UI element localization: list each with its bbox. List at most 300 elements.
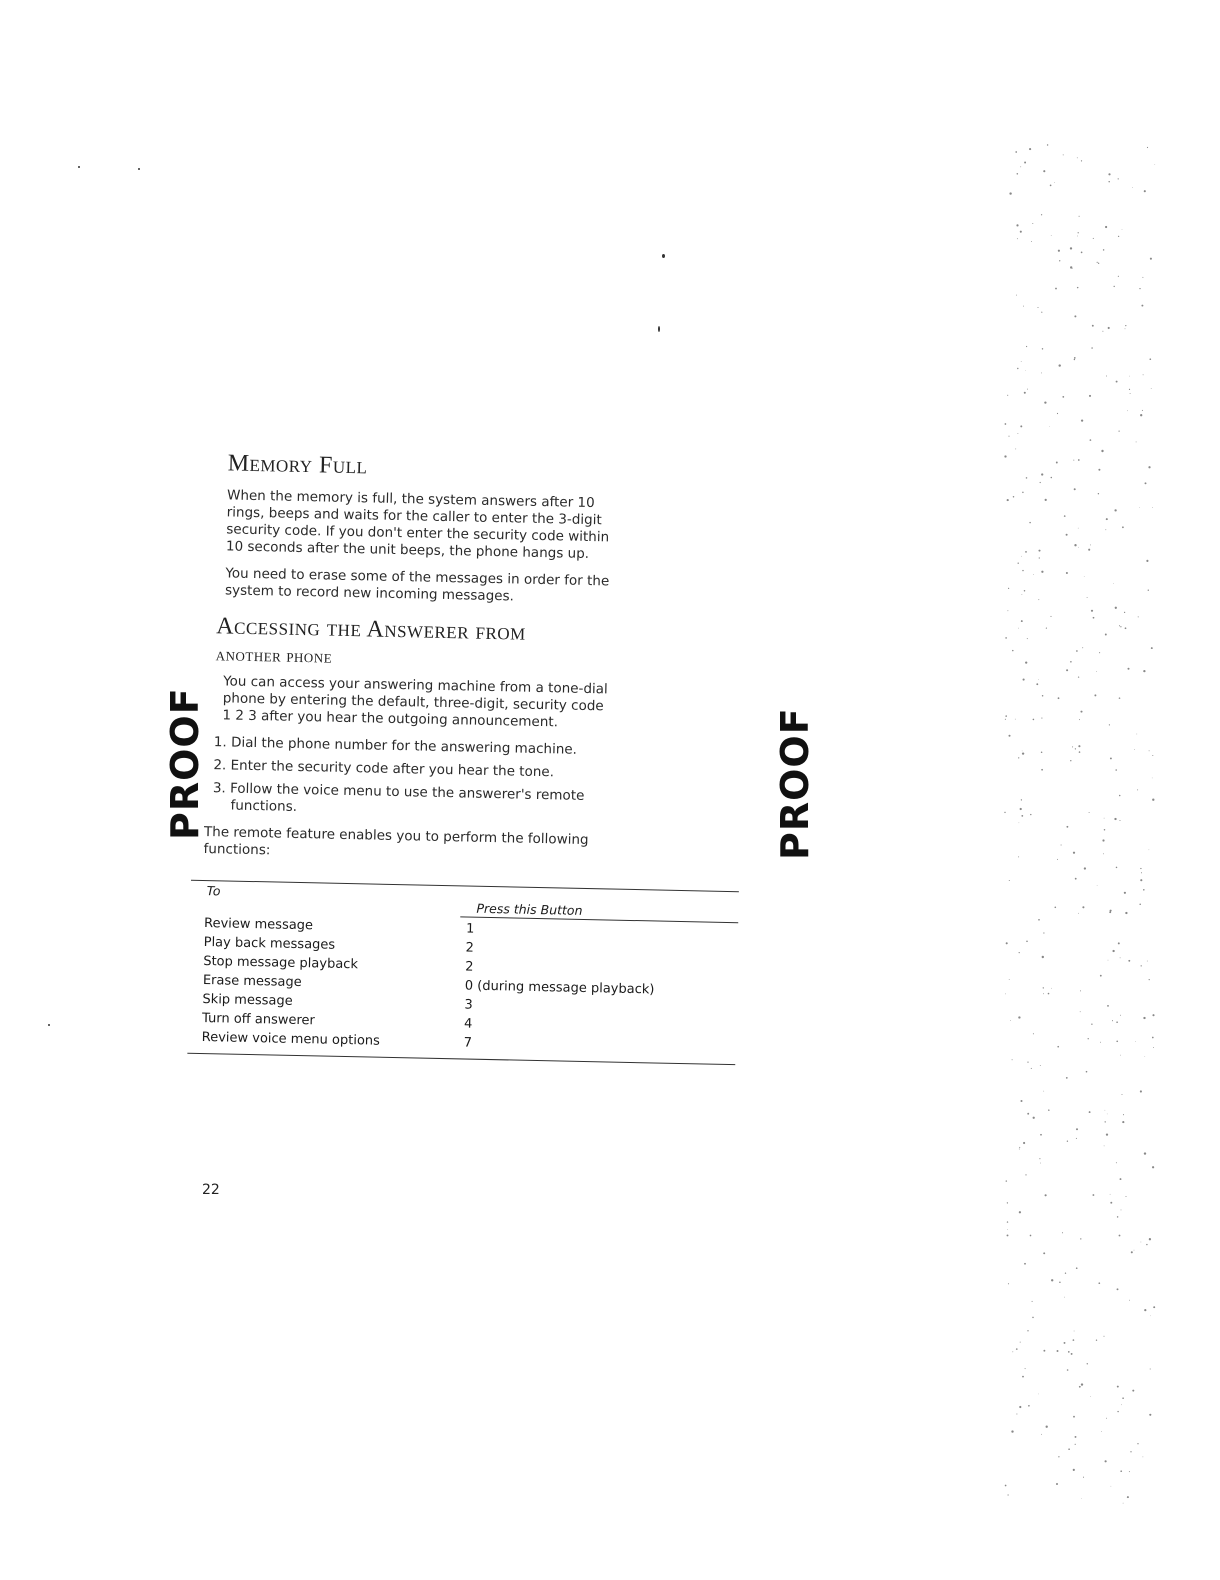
noise-dot	[1154, 164, 1155, 165]
noise-dot	[1042, 956, 1044, 958]
noise-dot	[1108, 181, 1109, 182]
noise-dot	[1098, 469, 1100, 471]
noise-dot	[1102, 331, 1103, 332]
noise-dot	[1005, 715, 1007, 717]
noise-dot	[1064, 515, 1066, 517]
remote-access-steps	[212, 734, 614, 822]
noise-dot	[1022, 751, 1023, 752]
noise-dot	[1130, 1451, 1131, 1452]
noise-dot	[1073, 1469, 1075, 1471]
noise-dot	[1151, 647, 1153, 649]
noise-dot	[1106, 1418, 1107, 1419]
proof-stamp-left: PROOF	[163, 687, 207, 840]
noise-dot	[1116, 1021, 1118, 1023]
noise-dot	[1123, 1503, 1124, 1504]
noise-dot	[1106, 1133, 1108, 1135]
scan-speck	[662, 254, 665, 258]
noise-dot	[1100, 975, 1102, 977]
noise-dot	[1127, 668, 1129, 670]
noise-dot	[1008, 588, 1009, 589]
noise-dot	[1105, 226, 1107, 228]
noise-dot	[1050, 616, 1051, 617]
noise-dot	[1141, 872, 1142, 873]
noise-dot	[1076, 1138, 1077, 1139]
noise-dot	[1104, 1146, 1105, 1147]
noise-dot	[1040, 1065, 1041, 1066]
noise-dot	[1027, 1113, 1029, 1115]
noise-dot	[1117, 1288, 1119, 1290]
noise-dot	[1129, 1471, 1130, 1472]
noise-dot	[1025, 1368, 1026, 1369]
noise-dot	[1141, 305, 1143, 307]
noise-dot	[1064, 1297, 1065, 1298]
row-button: 4	[463, 1016, 473, 1032]
noise-dot	[1101, 1431, 1102, 1432]
noise-dot	[1025, 370, 1026, 371]
noise-dot	[1120, 1470, 1122, 1472]
section-heading-memory-full: Memory Full	[227, 450, 368, 480]
noise-dot	[1081, 252, 1083, 254]
noise-dot	[1027, 638, 1028, 639]
noise-dot	[1020, 166, 1021, 167]
noise-dot	[1098, 1282, 1100, 1284]
noise-dot	[1016, 224, 1018, 226]
noise-dot	[1129, 376, 1130, 377]
noise-dot	[1137, 1443, 1138, 1444]
noise-dot	[1043, 987, 1044, 988]
noise-dot	[1047, 144, 1048, 145]
noise-dot	[1017, 368, 1018, 369]
step-item: 2. Enter the security code after you hear the tone.	[213, 757, 555, 781]
noise-dot	[1018, 1016, 1020, 1018]
noise-dot	[1089, 1111, 1091, 1113]
noise-dot	[1037, 307, 1038, 308]
noise-dot	[1009, 880, 1010, 881]
noise-dot	[1130, 393, 1131, 394]
noise-dot	[1153, 1047, 1154, 1048]
noise-dot	[1137, 789, 1138, 790]
noise-dot	[1110, 1194, 1111, 1195]
noise-dot	[1105, 1110, 1106, 1111]
noise-dot	[1118, 236, 1119, 237]
noise-dot	[1022, 492, 1023, 493]
noise-dot	[1007, 1229, 1008, 1230]
row-button: 3	[464, 997, 473, 1013]
noise-dot	[1096, 671, 1097, 672]
noise-dot	[1073, 1339, 1075, 1341]
noise-dot	[1111, 1486, 1112, 1487]
scan-speck	[78, 166, 80, 168]
noise-dot	[1107, 1005, 1109, 1007]
noise-dot	[1079, 719, 1080, 720]
noise-dot	[1149, 358, 1151, 360]
noise-dot	[1042, 695, 1044, 697]
noise-dot	[1079, 1386, 1081, 1388]
noise-dot	[1119, 697, 1121, 699]
noise-dot	[1128, 960, 1130, 962]
noise-dot	[1033, 1117, 1035, 1119]
noise-dot	[1012, 1351, 1013, 1352]
noise-dot	[1115, 607, 1117, 609]
noise-dot	[1012, 1059, 1013, 1060]
noise-dot	[1129, 389, 1130, 390]
noise-dot	[1084, 576, 1085, 577]
noise-dot	[1120, 957, 1121, 958]
proof-stamp-right: PROOF	[773, 707, 817, 860]
noise-dot	[1110, 910, 1112, 912]
noise-dot	[1030, 814, 1031, 815]
noise-dot	[1132, 1390, 1134, 1392]
noise-dot	[1150, 1368, 1151, 1369]
noise-dot	[1033, 1033, 1034, 1034]
noise-dot	[1116, 867, 1118, 869]
noise-dot	[1132, 187, 1133, 188]
noise-dot	[1122, 229, 1123, 230]
noise-dot	[1108, 327, 1110, 329]
noise-dot	[1011, 1430, 1013, 1432]
noise-dot	[1044, 401, 1046, 403]
noise-dot	[1040, 1163, 1041, 1164]
step-item: 1. Dial the phone number for the answering machine.	[213, 734, 578, 758]
noise-dot	[1041, 571, 1043, 573]
noise-dot	[1105, 1121, 1106, 1122]
noise-dot	[1066, 534, 1068, 536]
noise-dot	[1075, 1436, 1077, 1438]
noise-dot	[1119, 795, 1121, 797]
noise-dot	[1116, 1040, 1118, 1042]
noise-dot	[1114, 818, 1116, 820]
noise-dot	[1059, 1282, 1061, 1284]
noise-dot	[1119, 820, 1120, 821]
noise-dot	[1023, 679, 1025, 681]
noise-dot	[1019, 1211, 1021, 1213]
noise-dot	[1149, 979, 1150, 980]
noise-dot	[1140, 414, 1142, 416]
column-header-to: To	[206, 883, 221, 899]
noise-dot	[1021, 620, 1023, 622]
noise-dot	[1144, 1309, 1146, 1311]
noise-dot	[1145, 1056, 1146, 1057]
noise-dot	[1149, 1238, 1151, 1240]
noise-dot	[1098, 493, 1099, 494]
noise-dot	[1115, 769, 1117, 771]
noise-dot	[1018, 856, 1019, 857]
noise-dot	[1043, 993, 1044, 994]
noise-dot	[1038, 550, 1040, 552]
noise-dot	[1043, 1091, 1044, 1092]
noise-dot	[1055, 288, 1057, 290]
noise-dot	[1113, 286, 1114, 287]
noise-dot	[1041, 751, 1043, 753]
noise-dot	[1136, 441, 1137, 442]
noise-dot	[1125, 328, 1126, 329]
noise-dot	[1077, 236, 1078, 237]
noise-dot	[1006, 942, 1008, 944]
noise-dot	[1147, 961, 1148, 962]
row-action: Erase message	[202, 973, 302, 991]
noise-dot	[1073, 1416, 1075, 1418]
noise-dot	[1059, 364, 1061, 366]
noise-dot	[1066, 826, 1068, 828]
noise-dot	[1100, 1042, 1101, 1043]
noise-dot	[1082, 647, 1083, 648]
remote-access-heading-line2: another phone	[215, 644, 333, 667]
noise-dot	[1092, 1194, 1094, 1196]
noise-dot	[1057, 1350, 1059, 1352]
noise-dot	[1076, 1128, 1078, 1130]
noise-dot	[1122, 526, 1124, 528]
noise-dot	[1099, 652, 1100, 653]
noise-dot	[1118, 430, 1119, 431]
noise-dot	[1042, 348, 1043, 349]
noise-dot	[1046, 1426, 1048, 1428]
noise-dot	[1022, 1376, 1024, 1378]
manual-page	[195, 450, 768, 1066]
noise-dot	[1079, 751, 1081, 753]
noise-dot	[1024, 162, 1026, 164]
noise-dot	[1143, 670, 1145, 672]
noise-dot	[1086, 1071, 1088, 1073]
noise-dot	[1136, 734, 1137, 735]
noise-dot	[1129, 1300, 1130, 1301]
noise-dot	[1004, 455, 1006, 457]
noise-dot	[1140, 868, 1141, 869]
noise-dot	[1077, 157, 1078, 158]
noise-dot	[1122, 1397, 1124, 1399]
noise-dot	[1010, 1020, 1011, 1021]
noise-dot	[1020, 1100, 1022, 1102]
noise-dot	[1039, 1158, 1040, 1159]
noise-dot	[1114, 509, 1116, 511]
noise-dot	[1040, 1134, 1042, 1136]
noise-dot	[1019, 952, 1020, 953]
noise-dot	[1048, 993, 1050, 995]
scan-speck	[138, 168, 140, 170]
noise-dot	[1038, 679, 1039, 680]
noise-dot	[1079, 216, 1080, 217]
noise-dot	[1142, 410, 1143, 411]
noise-dot	[1007, 499, 1009, 501]
noise-dot	[1104, 818, 1105, 819]
noise-dot	[1077, 287, 1078, 288]
noise-dot	[1005, 719, 1006, 720]
noise-dot	[1022, 752, 1024, 754]
noise-dot	[1124, 892, 1126, 894]
noise-dot	[1051, 235, 1052, 236]
noise-dot	[1124, 612, 1125, 613]
noise-dot	[1007, 395, 1008, 396]
noise-dot	[1015, 448, 1016, 449]
noise-dot	[1022, 594, 1023, 595]
noise-dot	[1103, 1336, 1104, 1337]
row-action: Play back messages	[203, 935, 336, 953]
memory-full-paragraph-2: You need to erase some of the messages in order for the system to record new incoming messages.	[224, 565, 610, 605]
noise-dot	[1023, 1142, 1025, 1144]
noise-dot	[1032, 1301, 1033, 1302]
noise-dot	[1066, 1077, 1068, 1079]
noise-dot	[1108, 173, 1110, 175]
noise-dot	[1070, 661, 1072, 663]
noise-dot	[1046, 628, 1047, 629]
row-button: 2	[465, 940, 475, 956]
noise-dot	[1020, 231, 1022, 233]
noise-dot	[1016, 1413, 1017, 1414]
noise-dot	[1009, 979, 1010, 980]
noise-dot	[1092, 325, 1094, 327]
noise-dot	[1110, 1202, 1112, 1204]
remote-functions-table	[187, 880, 739, 1065]
noise-dot	[1076, 650, 1078, 652]
noise-dot	[1028, 1405, 1030, 1407]
noise-dot	[1134, 749, 1135, 750]
noise-dot	[1146, 1244, 1147, 1245]
noise-dot	[1123, 1114, 1124, 1115]
noise-dot	[1091, 347, 1093, 349]
noise-dot	[1127, 1496, 1129, 1498]
noise-dot	[1072, 268, 1073, 269]
noise-dot	[1027, 389, 1028, 390]
noise-dot	[1082, 906, 1084, 908]
noise-dot	[1089, 812, 1090, 813]
noise-dot	[1108, 960, 1109, 961]
noise-dot	[1057, 413, 1058, 414]
noise-dot	[1066, 669, 1068, 671]
noise-dot	[1083, 1477, 1084, 1478]
noise-dot	[1091, 610, 1093, 612]
noise-dot	[1148, 590, 1149, 591]
noise-dot	[1152, 1014, 1154, 1016]
noise-dot	[1012, 650, 1013, 651]
noise-dot	[1063, 154, 1064, 155]
noise-dot	[1090, 1396, 1091, 1397]
noise-dot	[1104, 829, 1106, 831]
noise-dot	[1145, 482, 1147, 484]
noise-dot	[1149, 849, 1150, 850]
noise-dot	[1064, 1342, 1066, 1344]
noise-dot	[1007, 1234, 1009, 1236]
noise-dot	[1029, 522, 1030, 523]
noise-dot	[1112, 950, 1114, 952]
noise-dot	[1015, 151, 1017, 153]
noise-dot	[1058, 250, 1060, 252]
noise-dot	[1005, 423, 1007, 425]
noise-dot	[1103, 853, 1104, 854]
remote-access-intro: You can access your answering machine from a tone-dial phone by entering the default, three-digit, security code 1 2 3 after you hear the outgoing announcement.	[222, 673, 608, 731]
noise-dot	[1073, 460, 1074, 461]
noise-dot	[1122, 1094, 1123, 1095]
noise-dot	[1061, 844, 1062, 845]
noise-dot	[1105, 634, 1107, 636]
noise-dot	[1024, 392, 1026, 394]
noise-dot	[1127, 410, 1128, 411]
remote-feature-outro: The remote feature enables you to perform the following functions:	[203, 824, 589, 859]
noise-dot	[1067, 1369, 1069, 1371]
noise-dot	[1150, 1316, 1151, 1317]
noise-dot	[1074, 1331, 1075, 1332]
noise-dot	[1074, 315, 1076, 317]
noise-dot	[1018, 757, 1019, 758]
noise-dot	[1043, 170, 1045, 172]
noise-dot	[1141, 1242, 1142, 1243]
noise-dot	[1022, 570, 1023, 571]
noise-dot	[1050, 185, 1052, 187]
noise-dot	[1007, 1221, 1008, 1222]
noise-dot	[1139, 903, 1141, 905]
noise-dot	[1113, 583, 1114, 584]
row-action: Stop message playback	[203, 954, 359, 973]
noise-dot	[1143, 374, 1144, 375]
noise-dot	[1106, 518, 1108, 520]
noise-dot	[1017, 238, 1018, 239]
noise-dot	[1040, 482, 1041, 483]
noise-dot	[1134, 1250, 1135, 1251]
noise-dot	[1140, 1090, 1142, 1092]
noise-dot	[1102, 839, 1104, 841]
noise-dot	[1078, 547, 1079, 548]
row-action: Turn off answerer	[201, 1011, 315, 1029]
noise-dot	[1045, 1194, 1047, 1196]
noise-dot	[1101, 450, 1103, 452]
noise-dot	[1057, 1046, 1059, 1048]
noise-dot	[1125, 912, 1127, 914]
noise-dot	[1144, 1152, 1146, 1154]
noise-dot	[1009, 192, 1011, 194]
noise-dot	[1097, 885, 1098, 886]
noise-dot	[1096, 1340, 1097, 1341]
noise-dot	[1097, 262, 1098, 263]
noise-dot	[1075, 878, 1077, 880]
noise-dot	[1031, 1068, 1032, 1069]
noise-dot	[1005, 637, 1007, 639]
noise-dot	[1117, 1411, 1118, 1412]
noise-dot	[1152, 507, 1153, 508]
noise-dot	[1070, 266, 1072, 268]
noise-dot	[1020, 1342, 1021, 1343]
noise-dot	[1105, 1460, 1107, 1462]
noise-dot	[1141, 965, 1142, 966]
noise-dot	[1027, 1330, 1028, 1331]
noise-dot	[1013, 496, 1015, 498]
noise-dot	[1016, 295, 1017, 296]
noise-dot	[1041, 214, 1042, 215]
noise-dot	[1062, 396, 1064, 398]
noise-dot	[1020, 808, 1022, 810]
noise-dot	[1120, 1178, 1122, 1180]
noise-dot	[1103, 249, 1105, 251]
noise-dot	[1075, 1444, 1076, 1445]
noise-dot	[1110, 757, 1112, 759]
noise-dot	[1139, 288, 1140, 289]
noise-dot	[1107, 1114, 1108, 1115]
noise-dot	[1036, 683, 1038, 685]
noise-dot	[1018, 563, 1019, 564]
noise-dot	[1032, 1317, 1034, 1319]
noise-dot	[1049, 426, 1050, 427]
noise-dot	[1024, 1263, 1026, 1265]
noise-dot	[1125, 325, 1126, 326]
noise-dot	[1007, 610, 1008, 611]
noise-dot	[1068, 1448, 1070, 1450]
noise-dot	[1025, 551, 1027, 553]
noise-dot	[1059, 260, 1060, 261]
noise-dot	[1125, 627, 1127, 629]
noise-dot	[1038, 599, 1039, 600]
noise-dot	[1149, 1414, 1151, 1416]
noise-dot	[1072, 746, 1073, 747]
noise-dot	[1074, 488, 1076, 490]
noise-dot	[1142, 277, 1143, 278]
noise-dot	[1074, 357, 1076, 359]
